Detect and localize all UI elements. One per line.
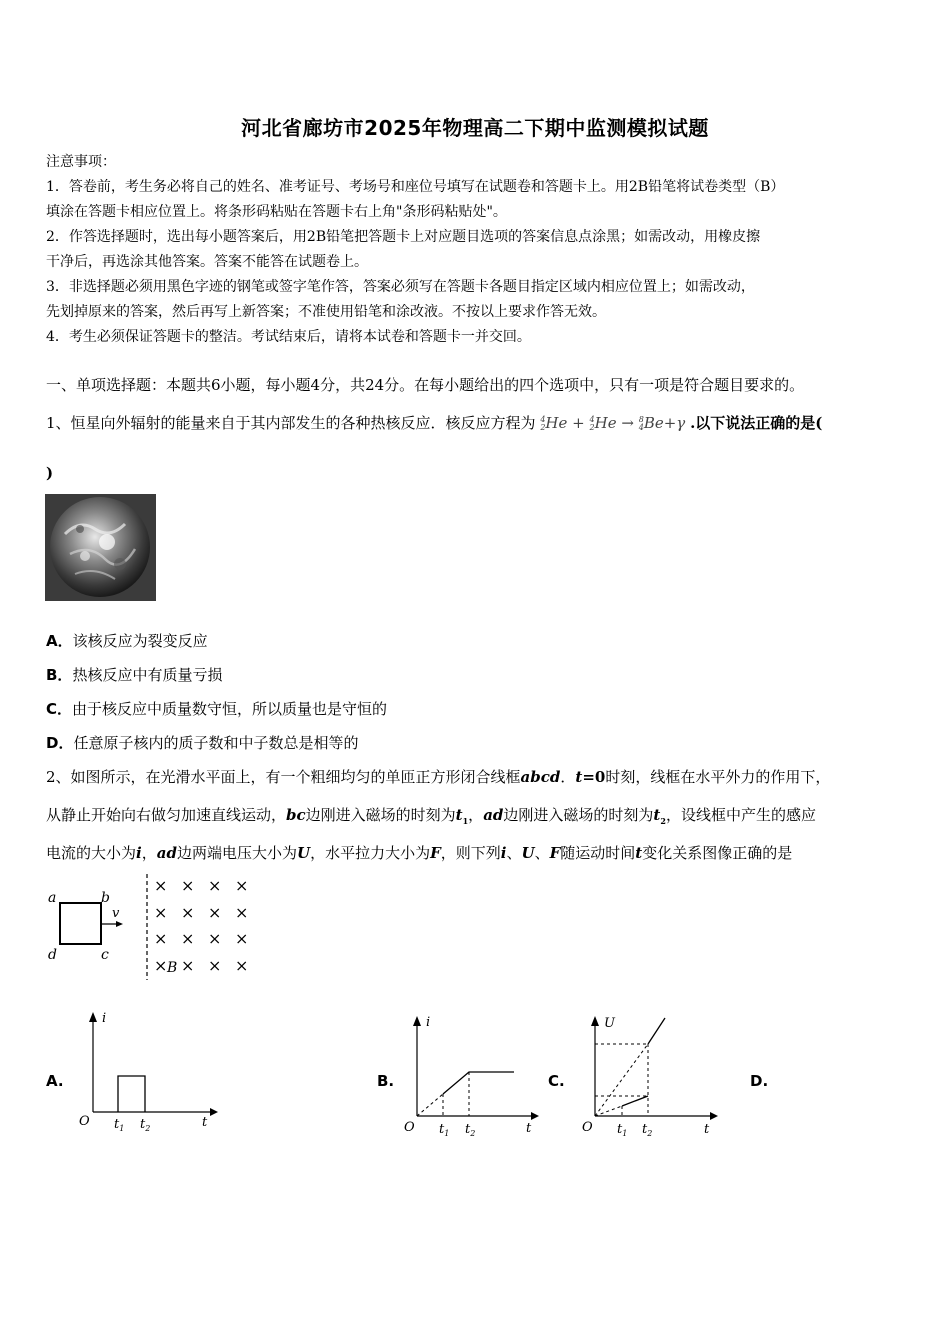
- graph-a-pulse: [118, 1076, 145, 1112]
- q1-stem: [46, 412, 822, 434]
- svg-text:i: i: [102, 1011, 107, 1026]
- loop-field-figure: [44, 872, 264, 982]
- notice-line-1: 1．答卷前，考生务必将自己的姓名、准考证号、考场号和座位号填写在试题卷和答题卡上。用2B铅笔将试卷类型（B）: [46, 179, 785, 195]
- notice-line-6: 先划掉原来的答案，然后再写上新答案；不准使用铅笔和涂改液。不按以上要求作答无效。: [46, 304, 606, 320]
- svg-text:×: ×: [181, 929, 195, 948]
- svg-text:t: t: [202, 1115, 208, 1130]
- svg-text:×: ×: [181, 956, 195, 975]
- notice-line-3: 2．作答选择题时，选出每小题答案后，用2B铅笔把答题卡上对应题目选项的答案信息点涂黑；如需改动，用橡皮擦: [46, 229, 761, 245]
- svg-text:×: ×: [154, 903, 168, 922]
- q1-option-a[interactable]: A．该核反应为裂变反应: [46, 632, 208, 650]
- velocity-label: v: [112, 906, 120, 921]
- notice-line-7: 4．考生必须保证答题卡的整洁。考试结束后，请将本试卷和答题卡一并交回。: [46, 329, 531, 345]
- q2-option-a[interactable]: A.: [46, 1072, 64, 1090]
- svg-text:×: ×: [208, 956, 222, 975]
- svg-text:×: ×: [181, 903, 195, 922]
- svg-text:×: ×: [154, 956, 168, 975]
- q2-option-b[interactable]: B.: [377, 1072, 395, 1090]
- svg-text:O: O: [79, 1114, 90, 1129]
- field-label: B: [167, 960, 178, 976]
- svg-text:U: U: [604, 1016, 615, 1031]
- svg-text:×: ×: [208, 903, 222, 922]
- svg-text:t1: $t_1$: [114, 1117, 125, 1133]
- svg-text:t: t: [526, 1121, 532, 1136]
- star-image: [45, 494, 156, 601]
- svg-text:t1: $t_1$: [617, 1122, 628, 1138]
- svg-text:×: ×: [235, 956, 249, 975]
- svg-text:×: ×: [154, 876, 168, 895]
- graph-c-upper-line: [648, 1018, 665, 1044]
- q1-stem-after: .以下说法正确的是(: [690, 414, 823, 432]
- q2-option-c[interactable]: C.: [548, 1072, 565, 1090]
- q1-option-d[interactable]: D．任意原子核内的质子数和中子数总是相等的: [46, 734, 359, 752]
- q1-stem-close: ): [46, 464, 54, 482]
- q2-line-3: 电流的大小为i，ad边两端电压大小为U，水平拉力大小为F，则下列i、U、F随运动时间t变化关系图像正确的是: [46, 844, 793, 862]
- square-loop: [60, 903, 101, 944]
- page-title: 河北省廊坊市2025年物理高二下期中监测模拟试题: [241, 116, 709, 140]
- graph-b: [402, 1010, 547, 1138]
- svg-text:t2: $t_2$: [642, 1122, 653, 1138]
- svg-text:×: ×: [235, 929, 249, 948]
- q1-equation: 4 2He + 4 2He → 8 4Be+γ: [540, 414, 686, 432]
- q2-line-1: 2、如图所示，在光滑水平面上，有一个粗细均匀的单匝正方形闭合线框abcd．t=0时刻，线框在水平外力的作用下，: [46, 768, 831, 786]
- corner-d-label: d: [48, 947, 57, 963]
- svg-text:×: ×: [235, 903, 249, 922]
- graph-c-lower-line: [622, 1096, 648, 1106]
- q1-option-b[interactable]: B．热核反应中有质量亏损: [46, 666, 223, 684]
- section-heading: 一、单项选择题：本题共6小题，每小题4分，共24分。在每小题给出的四个选项中，只有一项是符合题目要求的。: [46, 376, 805, 394]
- corner-c-label: c: [101, 947, 109, 963]
- graph-a: [76, 1008, 226, 1134]
- q1-option-c[interactable]: C．由于核反应中质量数守恒，所以质量也是守恒的: [46, 700, 388, 718]
- svg-text:×: ×: [235, 876, 249, 895]
- notice-line-4: 干净后，再选涂其他答案。答案不能答在试题卷上。: [46, 254, 368, 270]
- corner-b-label: b: [101, 890, 110, 906]
- svg-text:×: ×: [208, 929, 222, 948]
- notice-line-5: 3．非选择题必须用黑色字迹的钢笔或签字笔作答，答案必须写在答题卡各题目指定区域内相应位置上；如需改动，: [46, 279, 755, 295]
- svg-text:t1: $t_1$: [439, 1122, 450, 1138]
- graph-b-curve: [443, 1072, 514, 1094]
- svg-text:O: O: [582, 1120, 593, 1135]
- graph-c: [578, 1010, 728, 1138]
- svg-text:i: i: [426, 1015, 431, 1030]
- svg-text:×: ×: [181, 876, 195, 895]
- q2-line-2: 从静止开始向右做匀加速直线运动，bc边刚进入磁场的时刻为$t_1$，ad边刚进入磁场的时刻为$t_2$，设线框中产生的感应: [46, 806, 816, 826]
- notice-line-2: 填涂在答题卡相应位置上。将条形码粘贴在答题卡右上角"条形码粘贴处"。: [46, 204, 507, 220]
- q2-option-d[interactable]: D.: [750, 1072, 769, 1090]
- svg-text:t2: $t_2$: [465, 1122, 476, 1138]
- notice-heading: 注意事项：: [46, 154, 116, 170]
- corner-a-label: a: [48, 890, 57, 906]
- svg-text:t2: $t_2$: [140, 1117, 151, 1133]
- svg-text:×: ×: [208, 876, 222, 895]
- svg-text:×: ×: [154, 929, 168, 948]
- svg-text:O: O: [404, 1120, 415, 1135]
- svg-text:t: t: [704, 1122, 710, 1137]
- q1-stem-before: 1、恒星向外辐射的能量来自于其内部发生的各种热核反应．核反应方程为: [46, 414, 536, 432]
